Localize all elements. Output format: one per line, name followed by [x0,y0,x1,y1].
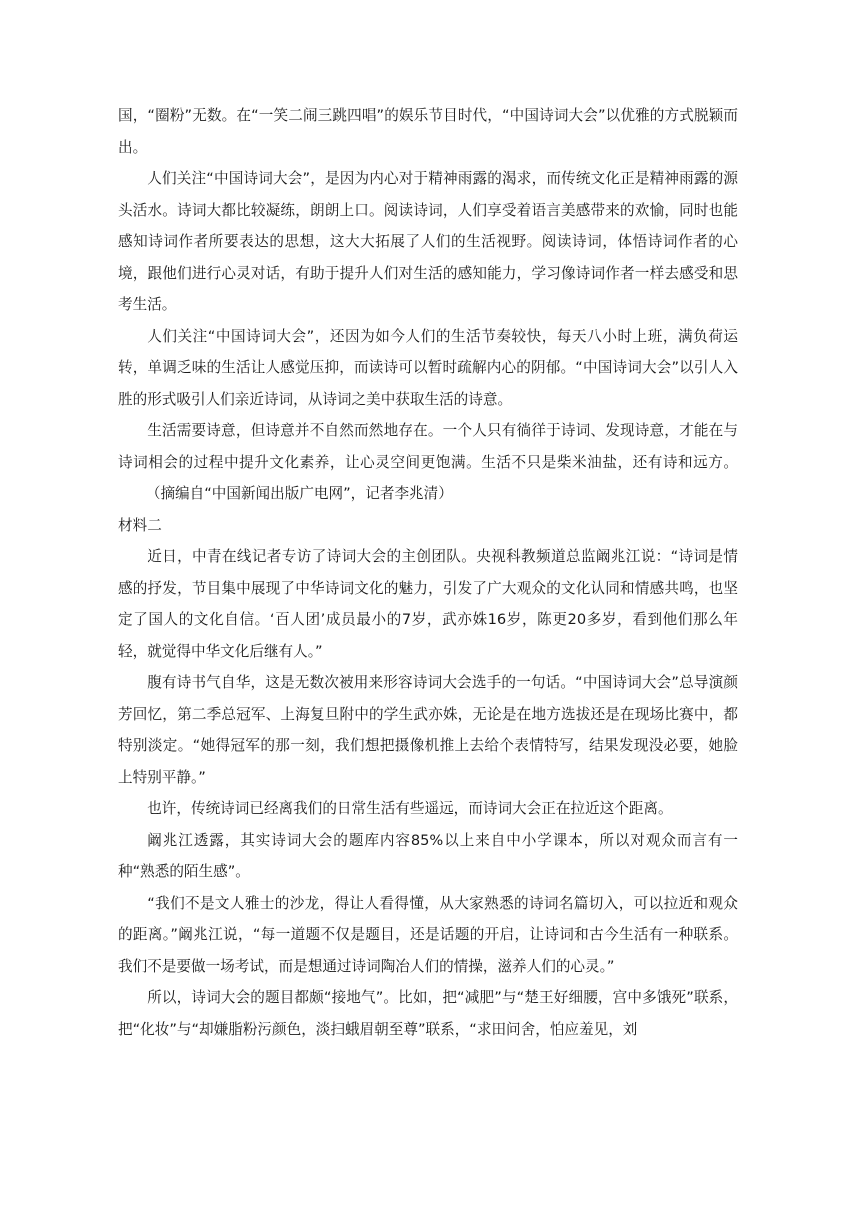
paragraph: 腹有诗书气自华，这是无数次被用来形容诗词大会选手的一句话。“中国诗词大会”总导演颜芳回忆，第二季总冠军、上海复旦附中的学生武亦姝，无论是在地方选拔还是在现场比赛中，都特别淡定。“她得冠军的那一刻，我们想把摄像机推上去给个表情特写，结果发现没必要，她脸上特别平静。” [118,674,738,786]
paragraph-continuation: 国，“圈粉”无数。在“一笑二闹三跳四唱”的娱乐节目时代，“中国诗词大会”以优雅的方式脱颖而出。 [118,107,738,156]
source-citation: （摘编自“中国新闻出版广电网”，记者李兆清） [145,485,453,502]
article-body [118,100,738,1045]
paragraph [118,415,738,510]
paragraph: 也许，传统诗词已经离我们的日常生活有些遥远，而诗词大会正在拉近这个距离。 [147,800,673,817]
paragraph: 近日，中青在线记者专访了诗词大会的主创团队。央视科教频道总监阚兆江说：“诗词是情感的抒发，节目集中展现了中华诗词文化的魅力，引发了广大观众的文化认同和情感共鸣，也坚定了国人的文化自信。‘百人团’成员最小的7岁，武亦姝16岁，陈更20多岁，看到他们那么年轻，就觉得中华文化后继有人。” [118,548,738,660]
paragraph: 人们关注“中国诗词大会”，还因为如今人们的生活节奏较快，每天八小时上班，满负荷运转，单调乏味的生活让人感觉压抑，而读诗可以暂时疏解内心的阴郁。“中国诗词大会”以引人入胜的形式吸引人们亲近诗词，从诗词之美中获取生活的诗意。 [118,327,738,408]
paragraph: 人们关注“中国诗词大会”，是因为内心对于精神雨露的渴求，而传统文化正是精神雨露的源头活水。诗词大都比较凝练，朗朗上口。阅读诗词，人们享受着语言美感带来的欢愉，同时也能感知诗词作者所要表达的思想，这大大拓展了人们的生活视野。阅读诗词，体悟诗词作者的心境，跟他们进行心灵对话，有助于提升人们对生活的感知能力，学习像诗词作者一样去感受和思考生活。 [118,170,738,313]
paragraph: 阚兆江透露，其实诗词大会的题库内容85%以上来自中小学课本，所以对观众而言有一种“熟悉的陌生感”。 [118,831,738,880]
paragraph-text: 生活需要诗意，但诗意并不自然而然地存在。一个人只有徜徉于诗词、发现诗意，才能在与诗词相会的过程中提升文化素养，让心灵空间更饱满。生活不只是柴米油盐，还有诗和远方。 [118,422,738,471]
section-heading: 材料二 [118,516,162,534]
paragraph: 所以，诗词大会的题目都颇“接地气”。比如，把“减肥”与“楚王好细腰，宫中多饿死”联系，把“化妆”与“却嫌脂粉污颜色，淡扫蛾眉朝至尊”联系，“求田问舍，怕应羞见，刘 [118,989,738,1038]
paragraph: “我们不是文人雅士的沙龙，得让人看得懂，从大家熟悉的诗词名篇切入，可以拉近和观众的距离。”阚兆江说，“每一道题不仅是题目，还是话题的开启，让诗词和古今生活有一种联系。我们不是要做一场考试，而是想通过诗词陶冶人们的情操，滋养人们的心灵。” [118,894,738,975]
